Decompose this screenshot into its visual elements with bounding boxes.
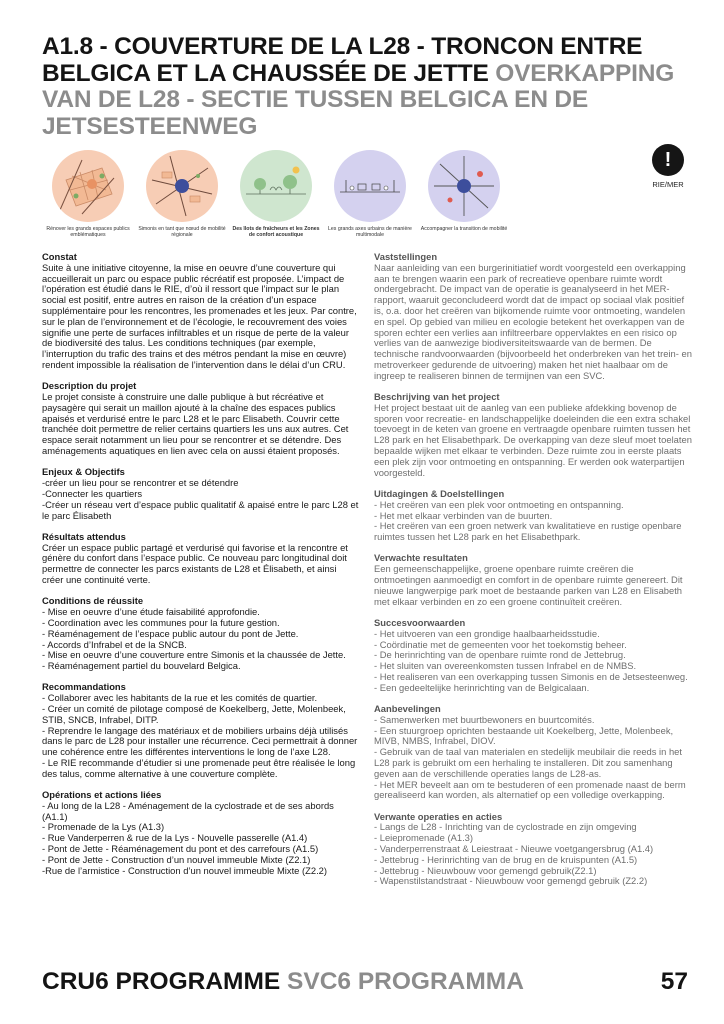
mobility-transition-icon	[428, 150, 500, 222]
section-body: - Langs de L28 - Inrichting van de cyclostrade en zijn omgeving - Leiepromenade (A1.3) - Vanderperrenstraat & Leiestraat - Nieuwe voetgangersbrug (A1.4) - Jettebrug - Herinrichting van de brug en de kruispunten (A1.5) - Jettebrug - Nieuwbouw voor gemengd gebruik(Z2.1) - Wapenstilstandstraat - Nieuwbouw voor gemengd gebruik (Z2.2)	[374, 821, 654, 887]
objective-item	[320, 150, 420, 239]
section-aanbevelingen	[374, 704, 692, 801]
section-succesvoorwaarden	[374, 618, 692, 694]
section-heading: Enjeux & Objectifs	[42, 466, 125, 478]
section-heading: Résultats attendus	[42, 530, 126, 542]
section-body: Suite à une initiative citoyenne, la mise en oeuvre d’une couverture qui accueillerait un parc ou espace public récréatif est proposée. L’impact de l’opération est étudié dans le RIE, d’où il ressort que l’impact sur le plan social est positif, entre autres en raison de la création d’un espace supplémentaire pour les rencontres, les promenades et les jeux. Par contre, sur le plan de l’environnement et de l’écologie, le recouvrement des voies signifie une perte de surfaces infiltrables et un risque de perte de la valeur de biodiversité des talus. Les conditions techniques (par exemple, l’interruption du trafic des trains et des métros pendant la mise en œuvre) rendent impossible la réalisation de l’intervention dans le délai d’un CRU.	[42, 261, 357, 370]
icon-caption: Rénover les grands espaces publics emblématiques	[46, 226, 130, 239]
section-uitdagingen	[374, 489, 692, 543]
section-body: -créer un lieu pour se rencontrer et se détendre -Connecter les quartiers -Créer un réseau vert d’espace public qualitatif & apaisé entre le parc L28 et le parc Élisabeth	[42, 477, 359, 521]
section-heading: Verwachte resultaten	[374, 552, 468, 564]
icon-caption: Des îlots de fraîcheurs et les Zones de confort acoustique	[232, 226, 320, 239]
section-heading: Constat	[42, 251, 77, 262]
title-nl: OVERKAPPING VAN DE L28 - SECTIE TUSSEN BELGICA EN DE JETSESTEENWEG	[42, 59, 675, 140]
section-description	[42, 381, 360, 457]
section-verwachte-resultaten	[374, 553, 692, 607]
objective-item	[38, 150, 138, 239]
section-heading: Aanbevelingen	[374, 702, 441, 714]
section-body: - Collaborer avec les habitants de la rue et les comités de quartier. - Créer un comité de pilotage composé de Koekelberg, Jette, Molenbeek, STIB, SNCB, Infrabel, DITP. - Reprendre le langage des matériaux et de mobiliers urbains déjà utilisés dans le parc de L28 pour installer une récurrence. Ceci permettrait à donner une cohérence entre les différentes interventions le long de l’axe L28. - Le RIE recommande d’étudier si une promenade peut être réalisée le long des talus, comme alternative à une couverture complète.	[42, 692, 358, 779]
section-body: Een gemeenschappelijke, groene openbare ruimte creëren die ontmoetingen aanmoedigt en comfort in de openbare ruimte genereert. Dit nieuwe langwerpige park moet de bestaande parken van L28 en Elisabeth met elkaar verbinden en zo een groene continuïteit creëren.	[374, 563, 683, 607]
section-operations	[42, 790, 360, 876]
section-heading: Conditions de réussite	[42, 595, 144, 607]
section-heading: Succesvoorwaarden	[374, 616, 466, 628]
alert-icon: !	[652, 144, 684, 176]
section-body: Naar aanleiding van een burgerinitiatief wordt voorgesteld een overkapping aan te brengen waarin een park of recreatieve openbare ruimte wordt ondergebracht. De impact van de operatie is geanalyseerd in het MER-rapport, waaruit geconcludeerd wordt dat de impact op sociaal vlak positief is, o.a. door het creëren van bijkomende ruimte voor ontmoeting, wandelen en spel. Op gebied van milieu en ecologie betekent het overkappen van de sporen echter een verlies aan infiltreerbare oppervlaktes en een risico op verlies van de aanwezige biodiversiteitswaarde van de bermen. De technische randvoorwaarden (bijvoorbeeld het onderbreken van het trein- en metroverkeer gedurende de uitvoering) maken het niet haalbaar om de ingreep te realiseren binnen de termijnen van een SVC.	[374, 261, 692, 381]
icon-caption: Simonis en tant que nœud de mobilité régionale	[138, 226, 226, 239]
section-enjeux	[42, 467, 360, 521]
alert-label: RIE/MER	[652, 180, 684, 189]
section-beschrijving	[374, 392, 692, 478]
objective-item	[132, 150, 232, 239]
section-body: Het project bestaat uit de aanleg van een publieke afdekking bovenop de sporen voor recreatie- en landschappelijke doeleinden die een extra schakel toevoegt in de keten van groene en vertraagde openbare ruimten tussen het L28 park en het Elisabethpark. De overkapping van deze sleuf moet toelaten bepaalde wijken met elkaar te verbinden. Deze ruimte zou in eerste plaats een plek zijn voor ontmoeting en ontspanning. Er werden ook waterpartijen voorgesteld.	[374, 401, 692, 478]
footer-programme-nl: SVC6 PROGRAMMA	[287, 968, 524, 995]
page-number: 57	[660, 968, 688, 995]
section-heading: Beschrijving van het project	[374, 391, 500, 403]
urban-axes-icon	[334, 150, 406, 222]
section-resultats	[42, 532, 360, 586]
page-title	[42, 34, 692, 140]
objective-item	[414, 150, 514, 232]
section-conditions	[42, 596, 360, 672]
section-body: - Samenwerken met buurtbewoners en buurtcomités. - Een stuurgroep oprichten bestaande uit Koekelberg, Jette, Molenbeek, MIVB, NMBS, Infrabel, DIOV. - Gebruik van de taal van materialen en stedelijk meubilair die reeds in het L28 park is gebruikt om een herhaling te installeren. Dit zou samenhang geven aan de verschillende operaties langs de L28-as. - Het MER beveelt aan om te bestuderen of een promenade naast de berm gerealiseerd kan worden, als alternatief op een volledige overkapping.	[374, 713, 686, 801]
dutch-column	[374, 252, 692, 898]
section-body: Le projet consiste à construire une dalle publique à but récréative et paysagère qui serait un maillon ajouté à la chaîne des espaces publics apaisés et verdurisé entre le parc L28 et le parc Elisabeth. Couvrir cette tranchée doit permettre de relier certains quartiers les uns aux autres. Cet espace serait notamment un lieu pour se rencontrer et se détendre. Des aménagements aquatiques en lien avec cela on aussi étaient proposés.	[42, 391, 349, 457]
section-heading: Uitdagingen & Doelstellingen	[374, 487, 505, 499]
section-heading: Opérations et actions liées	[42, 789, 162, 801]
objectives-icons-row	[38, 150, 518, 242]
french-column	[42, 252, 360, 887]
objective-item	[226, 150, 326, 239]
title-fr: A1.8 - COUVERTURE DE LA L28 - TRONCON ENTRE BELGICA ET LA CHAUSSÉE DE JETTE	[42, 33, 643, 87]
grid-green-spaces-icon	[52, 150, 124, 222]
icon-caption: Accompagner la transition de mobilité	[420, 226, 508, 232]
section-constat	[42, 252, 360, 371]
section-heading: Description du projet	[42, 380, 137, 392]
section-heading: Vaststellingen	[374, 251, 438, 262]
section-body: Créer un espace public partagé et verdurisé qui favorise et la rencontre et génère du confort dans l’espace public. Ce nouveau parc longitudinal doit permettre de connecter les parcs existants de L28 et Élisabeth, et ainsi créer une continuité verte.	[42, 541, 348, 586]
section-body: - Het uitvoeren van een grondige haalbaarheidsstudie. - Coördinatie met de gemeenten voor het toekomstig beheer. - De herinrichting van de openbare ruimte rond de Jettebrug. - Het sluiten van overeenkomsten tussen Infrabel en de NMBS. - Het realiseren van een overkapping tussen Simonis en de Jetsesteenweg. - Een gedeeltelijke herinrichting van de Belgicalaan.	[374, 627, 688, 693]
section-body: - Het creëren van een plek voor ontmoeting en ontspanning. - Het met elkaar verbinden van de buurten. - Het creëren van een groen netwerk van kwalitatieve en rustige openbare ruimtes tussen het L28 park en het Elisabethpark.	[374, 498, 682, 543]
section-body: - Au long de la L28 - Aménagement de la cyclostrade et de ses abords (A1.1) - Promenade de la Lys (A1.3) - Rue Vanderperren & rue de la Lys - Nouvelle passerelle (A1.4) - Pont de Jette - Réaménagement du pont et des carrefours (A1.5) - Pont de Jette - Construction d’un nouvel immeuble Mixte (Z2.1) -Rue de l’armistice - Construction d’un nouvel immeuble Mixte (Z2.2)	[42, 799, 334, 876]
section-recommandations	[42, 682, 360, 779]
section-vaststellingen	[374, 252, 692, 382]
cool-islands-icon	[240, 150, 312, 222]
section-heading: Verwante operaties en acties	[374, 810, 503, 822]
footer-programme-fr: CRU6 PROGRAMME	[42, 968, 281, 995]
section-heading: Recommandations	[42, 681, 126, 693]
section-body: - Mise en oeuvre d’une étude faisabilité approfondie. - Coordination avec les communes pour la future gestion. - Réaménagement de l’espace public autour du pont de Jette. - Accords d’Infrabel et de la SNCB. - Mise en oeuvre d’une couverture entre Simonis et la chaussée de Jette. - Réaménagement partiel du bouvelard Belgica.	[42, 606, 346, 672]
section-verwante-operaties	[374, 812, 692, 888]
icon-caption: Les grands axes urbains de manière multimodale	[328, 226, 412, 239]
mobility-hub-icon	[146, 150, 218, 222]
page-footer	[42, 966, 692, 998]
